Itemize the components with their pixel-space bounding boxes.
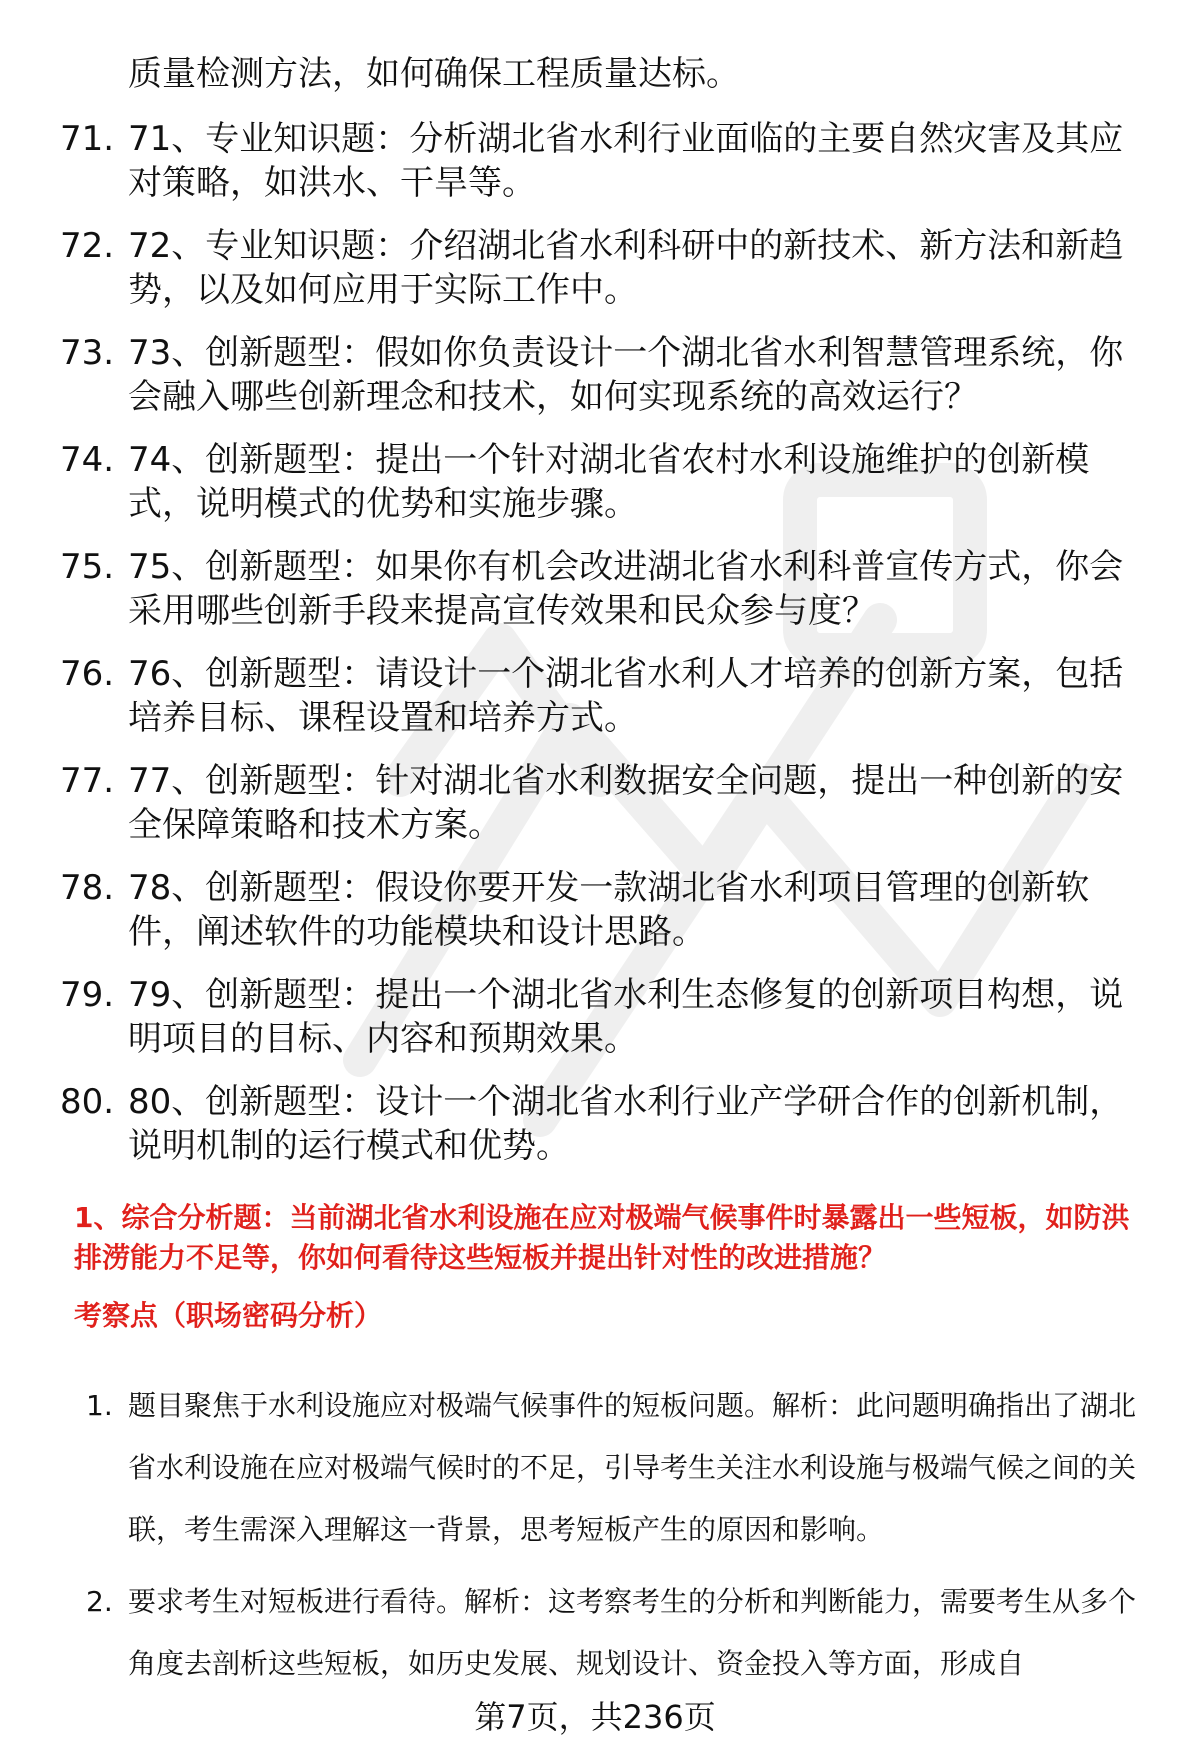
question-number: 74. bbox=[60, 440, 115, 480]
question-number: 79. bbox=[60, 975, 115, 1015]
point-number: 2. bbox=[86, 1585, 113, 1618]
question-number: 76. bbox=[60, 654, 115, 694]
question-item bbox=[0, 1080, 1190, 1168]
question-item bbox=[0, 759, 1190, 847]
question-item bbox=[0, 438, 1190, 526]
analysis-question-title: 1、综合分析题：当前湖北省水利设施在应对极端气候事件时暴露出一些短板，如防洪排涝能力不足等，你如何看待这些短板并提出针对性的改进措施？ bbox=[74, 1201, 1130, 1274]
question-item bbox=[0, 652, 1190, 740]
question-text: 71、专业知识题：分析湖北省水利行业面临的主要自然灾害及其应对策略，如洪水、干旱等。 bbox=[128, 119, 1124, 203]
question-text: 73、创新题型：假如你负责设计一个湖北省水利智慧管理系统，你会融入哪些创新理念和技术，如何实现系统的高效运行？ bbox=[128, 333, 1124, 417]
point-text: 题目聚焦于水利设施应对极端气候事件的短板问题。解析：此问题明确指出了湖北省水利设施在应对极端气候时的不足，引导考生关注水利设施与极端气候之间的关联，考生需深入理解这一背景，思考短板产生的原因和影响。 bbox=[128, 1389, 1137, 1546]
question-number: 71. bbox=[60, 119, 115, 159]
question-text: 75、创新题型：如果你有机会改进湖北省水利科普宣传方式，你会采用哪些创新手段来提高宣传效果和民众参与度？ bbox=[128, 547, 1124, 631]
question-item bbox=[0, 117, 1190, 205]
question-item bbox=[0, 866, 1190, 954]
question-number: 72. bbox=[60, 226, 115, 266]
analysis-points-list bbox=[0, 1375, 1190, 1705]
question-number: 77. bbox=[60, 761, 115, 801]
question-text: 74、创新题型：提出一个针对湖北省农村水利设施维护的创新模式，说明模式的优势和实施步骤。 bbox=[128, 440, 1090, 524]
question-number: 75. bbox=[60, 547, 115, 587]
point-text: 要求考生对短板进行看待。解析：这考察考生的分析和判断能力，需要考生从多个角度去剖析这些短板，如历史发展、规划设计、资金投入等方面，形成自 bbox=[128, 1585, 1137, 1680]
question-text: 78、创新题型：假设你要开发一款湖北省水利项目管理的创新软件，阐述软件的功能模块和设计思路。 bbox=[128, 868, 1090, 952]
question-number: 78. bbox=[60, 868, 115, 908]
point-number: 1. bbox=[86, 1389, 113, 1422]
question-text: 76、创新题型：请设计一个湖北省水利人才培养的创新方案，包括培养目标、课程设置和培养方式。 bbox=[128, 654, 1124, 738]
question-text: 80、创新题型：设计一个湖北省水利行业产学研合作的创新机制，说明机制的运行模式和优势。 bbox=[128, 1082, 1124, 1166]
question-list bbox=[0, 117, 1190, 1187]
question-item bbox=[0, 545, 1190, 633]
question-item bbox=[0, 331, 1190, 419]
question-text: 72、专业知识题：介绍湖北省水利科研中的新技术、新方法和新趋势，以及如何应用于实际工作中。 bbox=[128, 226, 1124, 310]
analysis-point bbox=[0, 1571, 1190, 1695]
question-item bbox=[0, 224, 1190, 312]
question-number: 73. bbox=[60, 333, 115, 373]
analysis-point bbox=[0, 1375, 1190, 1561]
analysis-subtitle: 考察点（职场密码分析） bbox=[74, 1299, 383, 1332]
carry-over-text: 质量检测方法，如何确保工程质量达标。 bbox=[128, 54, 740, 94]
question-text: 77、创新题型：针对湖北省水利数据安全问题，提出一种创新的安全保障策略和技术方案。 bbox=[128, 761, 1124, 845]
question-number: 80. bbox=[60, 1082, 115, 1122]
question-item bbox=[0, 973, 1190, 1061]
page-footer: 第7页，共236页 bbox=[474, 1698, 716, 1736]
question-text: 79、创新题型：提出一个湖北省水利生态修复的创新项目构想，说明项目的目标、内容和预期效果。 bbox=[128, 975, 1124, 1059]
